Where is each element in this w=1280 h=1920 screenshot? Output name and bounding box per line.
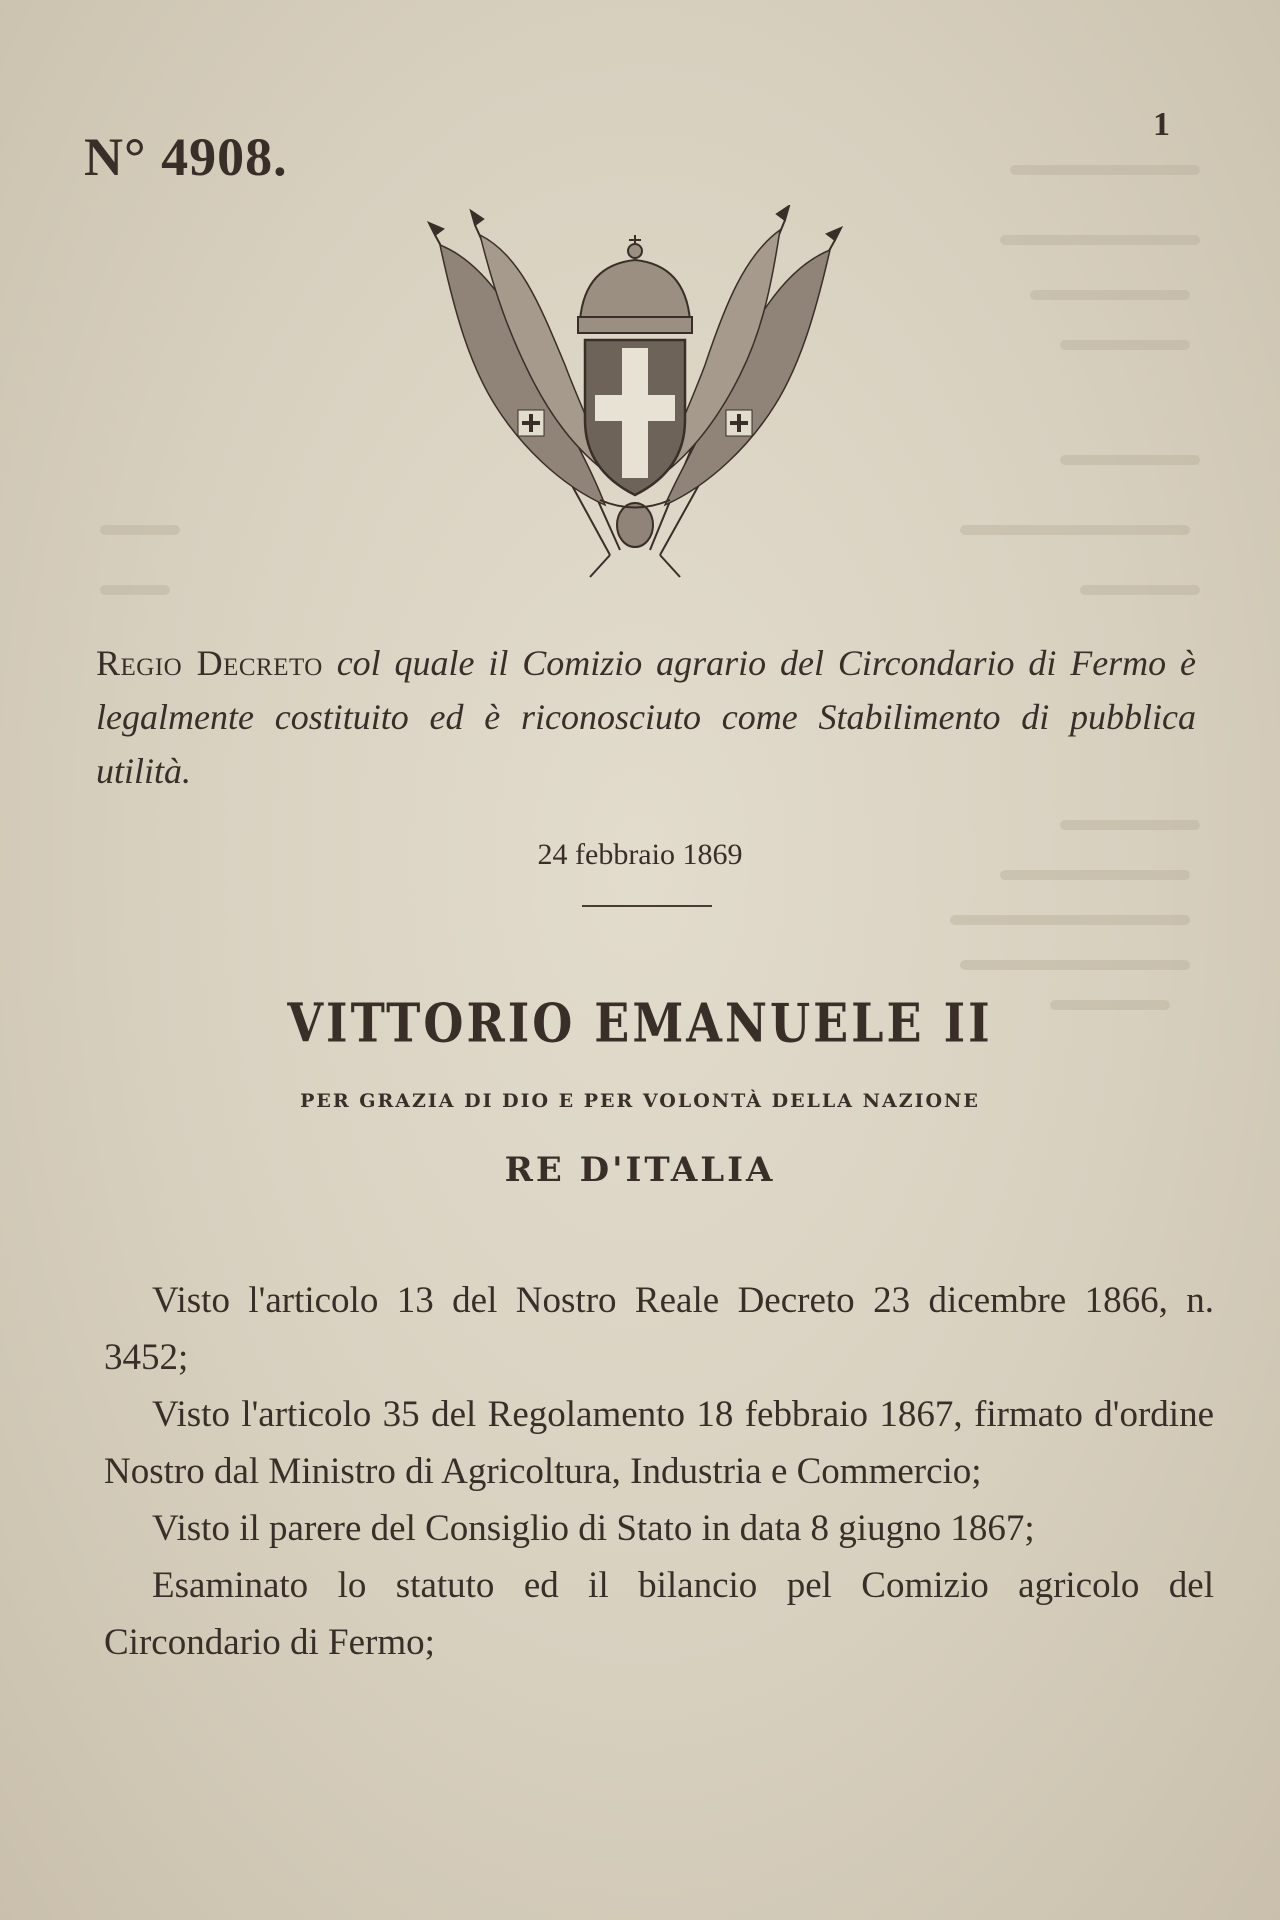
sovereign-grace: PER GRAZIA DI DIO E PER VOLONTÀ DELLA NAZIONE [300,1090,980,1112]
decree-label: Regio Decreto [96,643,323,683]
page-number: 1 [1153,106,1170,143]
decree-title [96,636,1196,798]
savoy-coat-of-arms-icon [400,205,870,585]
decree-number: N° 4908. [84,127,288,187]
body-paragraph: Visto l'articolo 13 del Nostro Reale Decreto 23 dicembre 1866, n. 3452; [104,1280,1214,1378]
decree-date: 24 febbraio 1869 [537,838,743,871]
divider [582,905,712,907]
body-paragraph: Visto il parere del Consiglio di Stato in data 8 giugno 1867; [152,1508,1035,1549]
body-paragraph: Esaminato lo statuto ed il bilancio pel Comizio agricolo del Circondario di Fermo; [104,1565,1214,1663]
decree-body [104,1272,1214,1671]
decree-description: col quale il Comizio agrario del Circondario di Fermo è legalmente costituito ed è riconosciuto come Stabilimento di pubblica utilità. [96,643,1197,791]
sovereign-name: VITTORIO EMANUELE II [287,991,993,1055]
body-paragraph: Visto l'articolo 35 del Regolamento 18 febbraio 1867, firmato d'ordine Nostro dal Ministro di Agricoltura, Industria e Commercio; [104,1394,1214,1492]
sovereign-title: RE D'ITALIA [504,1150,776,1190]
